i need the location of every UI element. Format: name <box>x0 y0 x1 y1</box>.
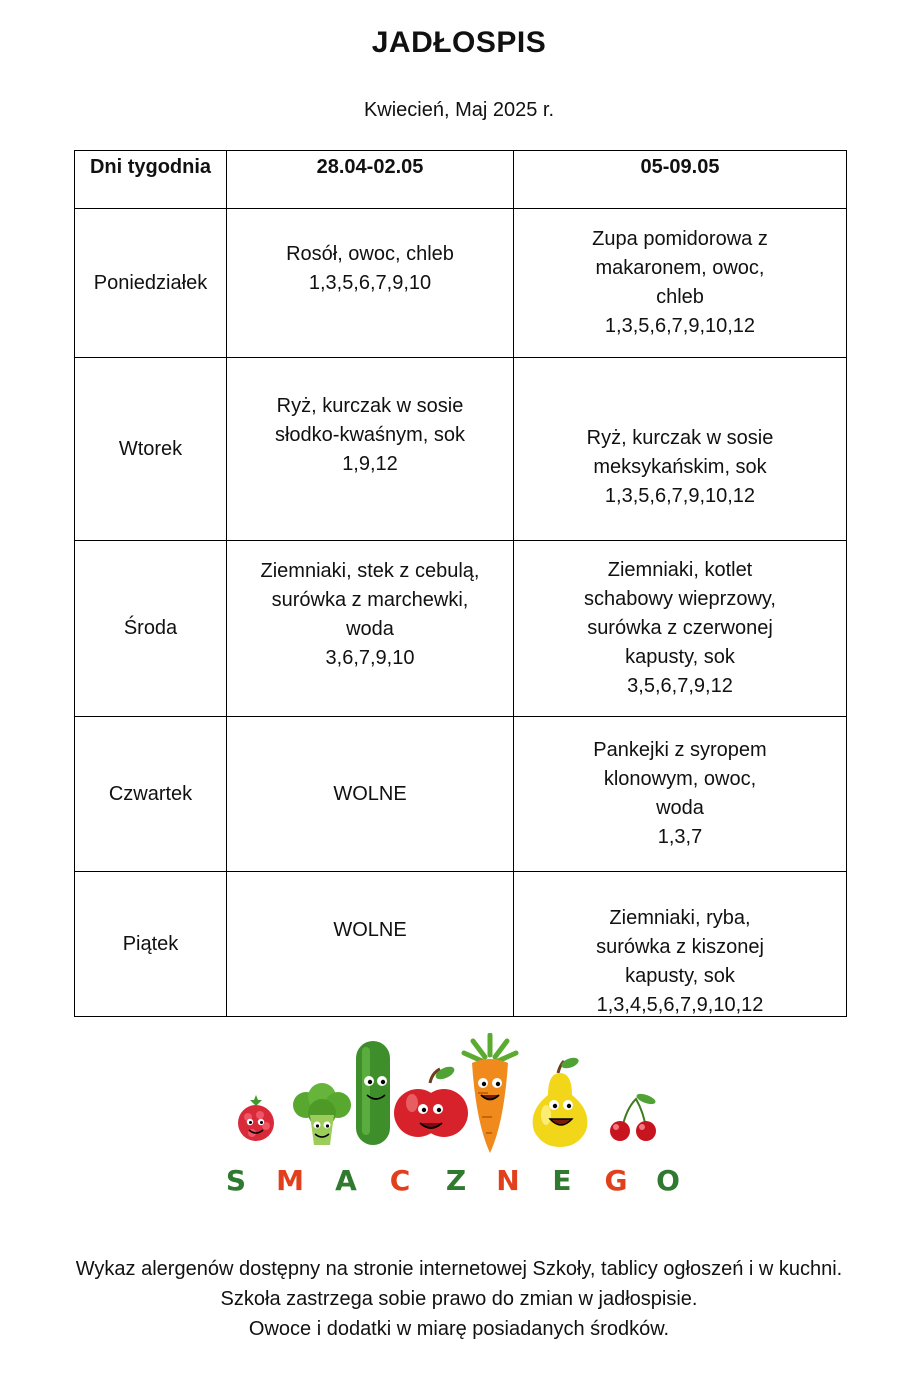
meal-line: Rosół, owoc, chleb <box>286 243 454 265</box>
day-off-label: WOLNE <box>333 782 407 805</box>
allergen-codes: 1,3,5,6,7,9,10,12 <box>604 484 756 507</box>
apple-icon <box>394 1064 468 1137</box>
meal-cell-week-2 <box>514 209 847 358</box>
meal-cell-week-2 <box>514 717 847 872</box>
logo-letter: O <box>656 1164 680 1197</box>
page-subtitle: Kwiecień, Maj 2025 r. <box>363 99 555 121</box>
menu-table <box>74 150 847 1017</box>
day-cell: Piątek <box>75 872 227 1017</box>
meal-line: woda <box>656 797 704 819</box>
meal-line: klonowym, owoc, <box>603 768 757 790</box>
table-row <box>75 358 847 541</box>
day-off-label: WOLNE <box>333 918 407 941</box>
table-row <box>75 717 847 872</box>
meal-line: słodko-kwaśnym, sok <box>274 423 466 446</box>
changes-note: Szkoła zastrzega sobie prawo do zmian w jadłospisie. <box>220 1288 698 1310</box>
meal-line: makaronem, owoc, <box>595 257 765 279</box>
meal-line: surówka z kiszonej <box>596 936 764 958</box>
smacznego-logo <box>160 1033 720 1223</box>
logo-letter: C <box>389 1164 411 1197</box>
meal-line: surówka z marchewki, <box>271 588 469 611</box>
logo-letter: N <box>496 1164 520 1197</box>
meal-line: Zupa pomidorowa z <box>592 228 768 250</box>
day-cell: Poniedziałek <box>75 209 227 358</box>
cucumber-icon <box>356 1041 390 1145</box>
meal-line: Ziemniaki, kotlet <box>607 559 753 581</box>
allergen-codes: 3,6,7,9,10 <box>325 646 415 669</box>
logo-letter: G <box>604 1164 628 1197</box>
broccoli-icon <box>293 1083 351 1145</box>
logo-letter: A <box>335 1164 357 1197</box>
table-row <box>75 872 847 1017</box>
allergen-codes: 1,3,7 <box>657 826 703 848</box>
meal-line: kapusty, sok <box>625 965 735 987</box>
page-title: JADŁOSPIS <box>371 26 547 59</box>
meal-cell-week-1 <box>227 717 514 872</box>
carrot-icon <box>464 1035 516 1153</box>
meal-line: woda <box>346 617 394 640</box>
meal-cell-week-1 <box>227 358 514 541</box>
meal-line: meksykańskim, sok <box>593 455 767 478</box>
meal-line: Ziemniaki, ryba, <box>609 907 751 929</box>
pear-icon <box>533 1056 588 1147</box>
meal-line: Ziemniaki, stek z cebulą, <box>260 559 480 582</box>
meal-line: surówka z czerwonej <box>587 617 773 639</box>
allergen-codes: 1,3,5,6,7,9,10,12 <box>604 315 756 337</box>
cherries-icon <box>610 1092 657 1141</box>
meal-cell-week-1 <box>227 872 514 1017</box>
meal-cell-week-2 <box>514 541 847 717</box>
day-cell: Czwartek <box>75 717 227 872</box>
meal-cell-week-2 <box>514 872 847 1017</box>
meal-cell-week-2 <box>514 358 847 541</box>
allergen-codes: 1,3,4,5,6,7,9,10,12 <box>596 994 764 1016</box>
header-week-1: 28.04-02.05 <box>227 151 514 209</box>
table-row <box>75 209 847 358</box>
header-days: Dni tygodnia <box>75 151 227 209</box>
meal-line: chleb <box>656 286 704 308</box>
header-week-2: 05-09.05 <box>514 151 847 209</box>
day-cell: Wtorek <box>75 358 227 541</box>
raspberry-icon <box>238 1095 274 1141</box>
meal-line: Pankejki z syropem <box>593 739 767 761</box>
logo-letter: M <box>276 1164 304 1197</box>
meal-line: Ryż, kurczak w sosie <box>586 426 774 449</box>
logo-letter: Z <box>445 1164 467 1197</box>
table-row <box>75 541 847 717</box>
meal-line: kapusty, sok <box>625 646 735 668</box>
allergen-codes: 1,3,5,6,7,9,10 <box>308 272 432 294</box>
table-header-row <box>75 151 847 209</box>
allergen-note: Wykaz alergenów dostępny na stronie internetowej Szkoły, tablicy ogłoszeń i w kuchni. <box>75 1258 843 1280</box>
logo-letter: E <box>552 1164 572 1197</box>
allergen-codes: 3,5,6,7,9,12 <box>627 675 733 697</box>
allergen-codes: 1,9,12 <box>342 452 398 475</box>
fruit-note: Owoce i dodatki w miarę posiadanych środków. <box>248 1318 670 1340</box>
day-cell: Środa <box>75 541 227 717</box>
smacznego-wordmark <box>226 1164 680 1197</box>
meal-line: schabowy wieprzowy, <box>584 588 776 610</box>
meal-cell-week-1 <box>227 209 514 358</box>
footer-notes <box>0 1254 918 1344</box>
meal-line: Ryż, kurczak w sosie <box>276 394 464 417</box>
logo-letter: S <box>225 1164 247 1197</box>
meal-cell-week-1 <box>227 541 514 717</box>
